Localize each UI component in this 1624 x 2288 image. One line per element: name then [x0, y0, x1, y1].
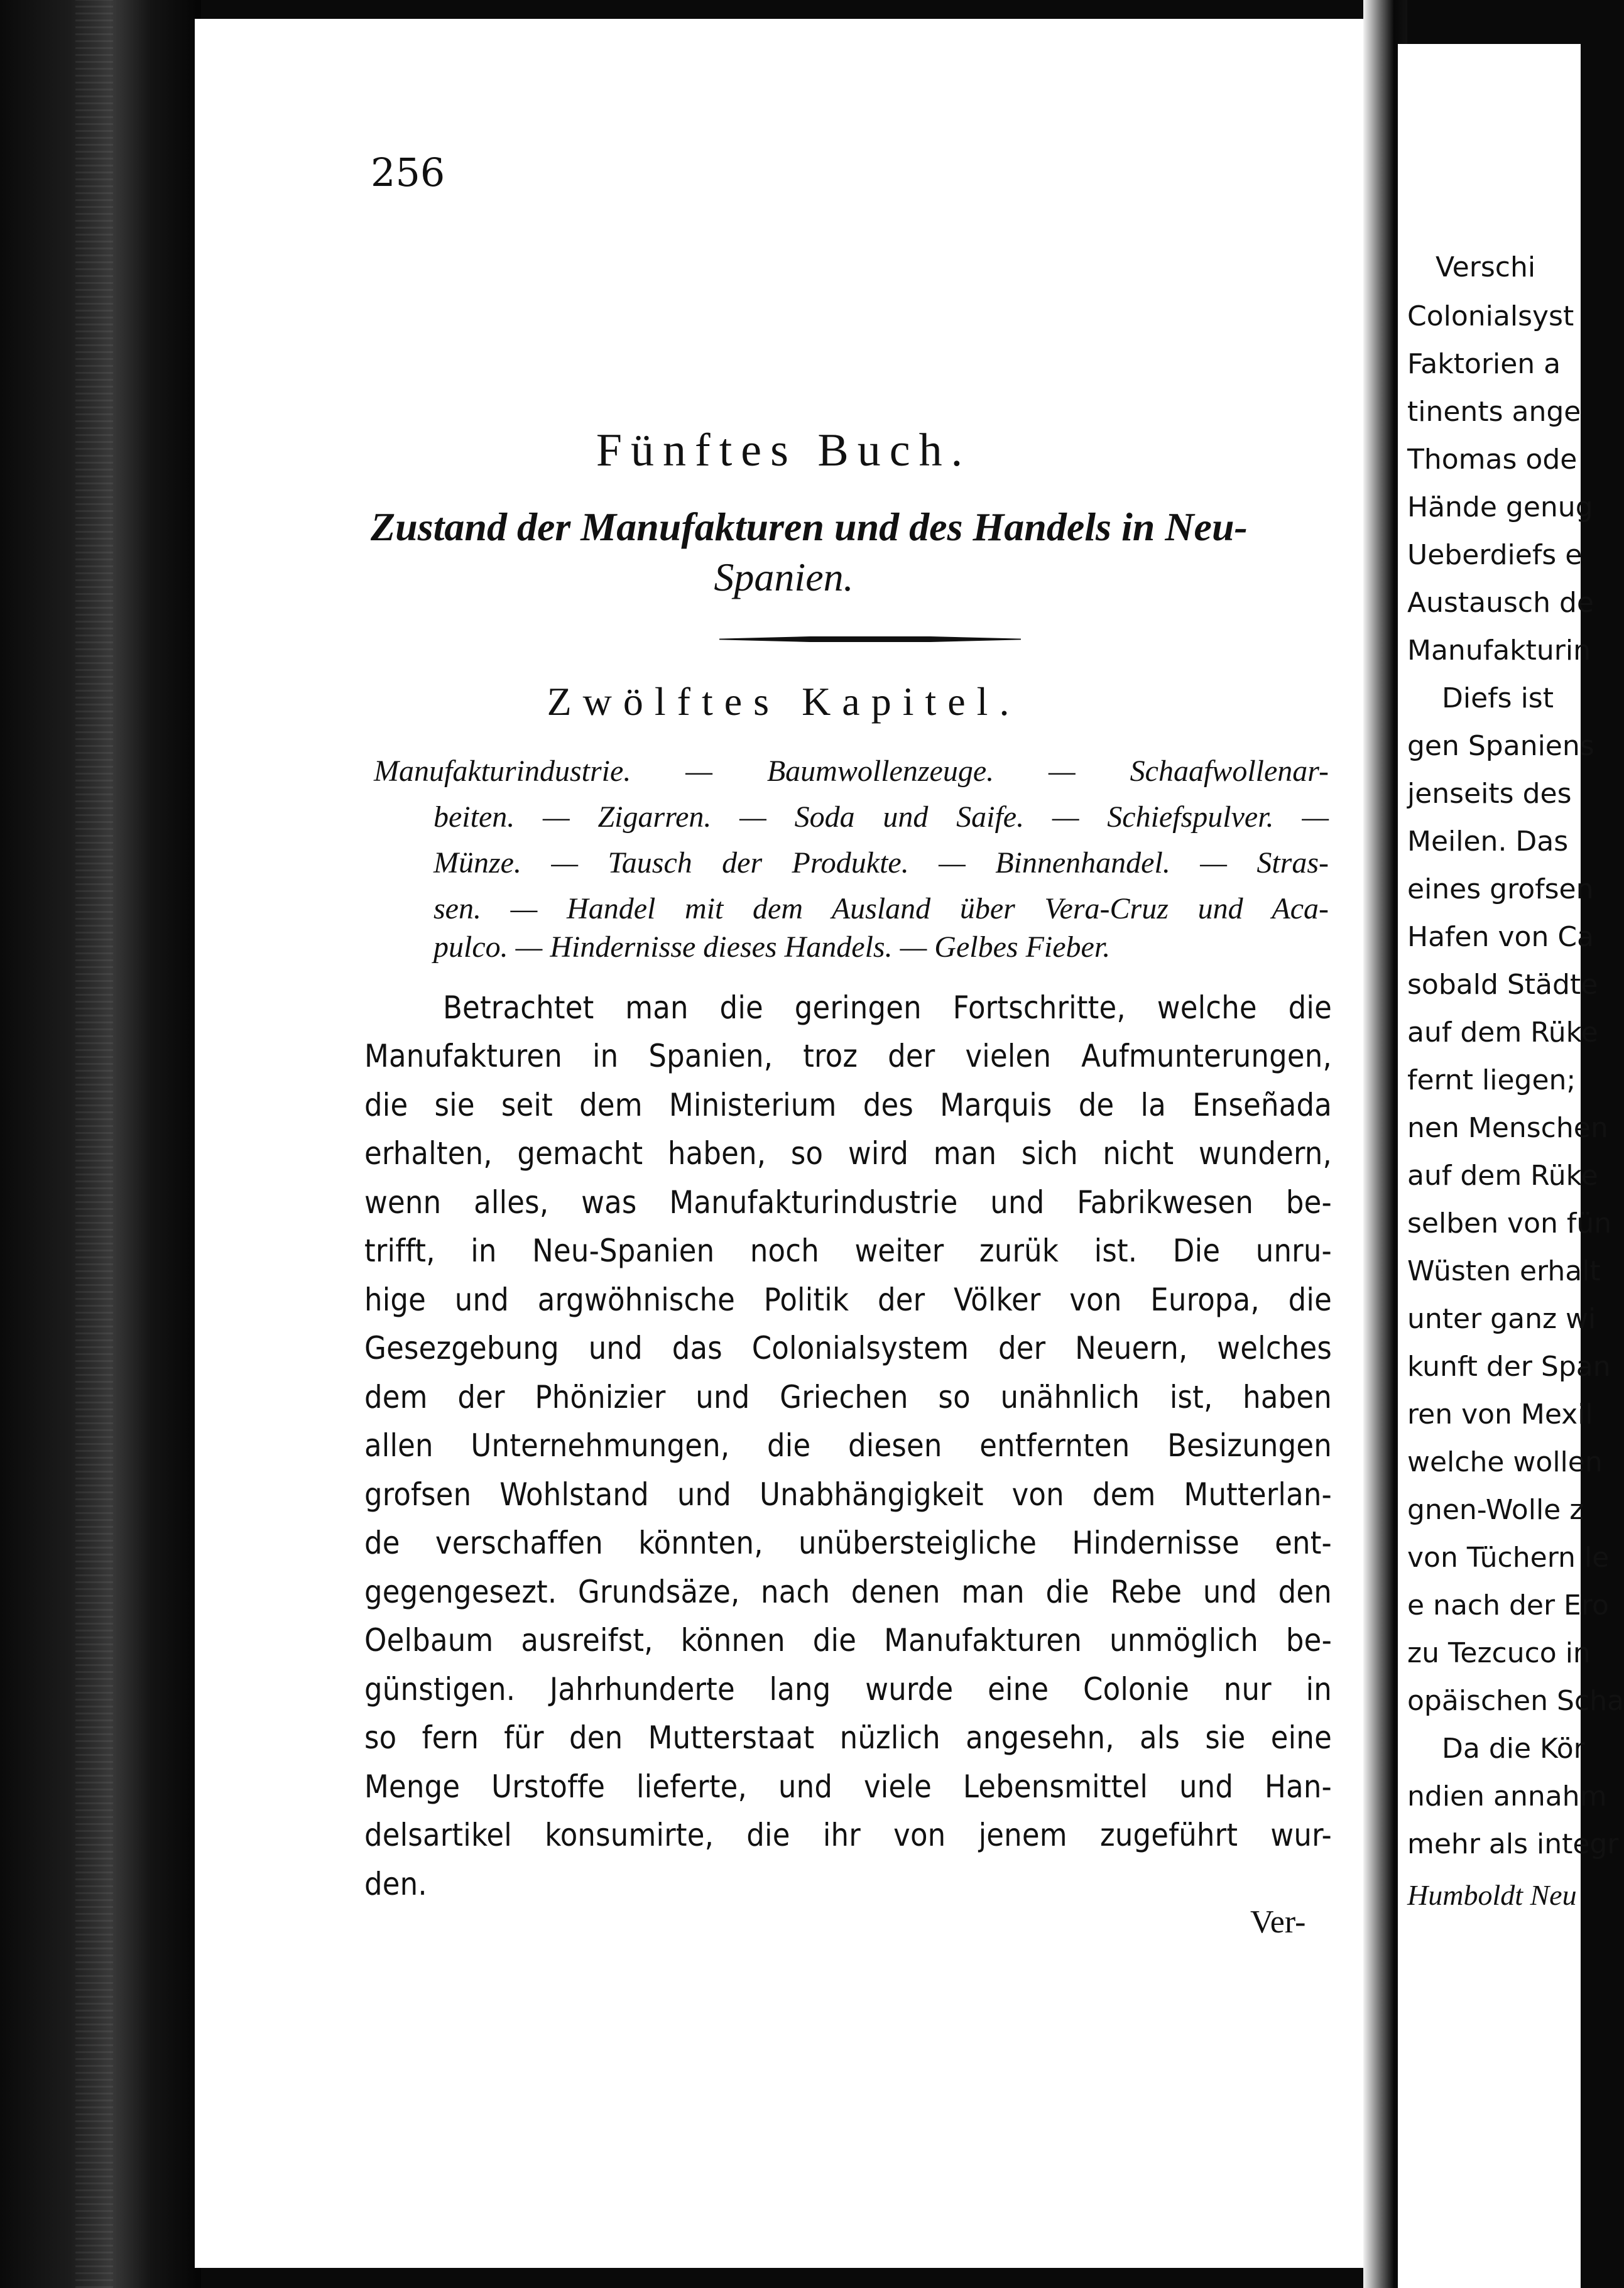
body-text-line: allen Unternehmungen, die diesen entfernten Besizungen: [364, 1427, 1332, 1464]
right-page-line: Hafen von Ca: [1407, 921, 1594, 953]
body-text-line: grofsen Wohlstand und Unabhängigkeit von dem Mutterlan-: [364, 1476, 1332, 1513]
right-page-line: Colonialsyst: [1407, 300, 1574, 332]
right-page-line: Wüsten erhalt: [1407, 1255, 1601, 1287]
right-page-line: gnen-Wolle z: [1407, 1494, 1584, 1526]
right-page-line: kunft der Span: [1407, 1351, 1611, 1383]
right-page-line: fernt liegen;: [1407, 1064, 1576, 1096]
chapter-title: Zwölftes Kapitel.: [547, 679, 1021, 724]
page-right-fragment: [1398, 44, 1624, 2288]
right-page-line: tinents ange: [1407, 396, 1581, 428]
right-page-line: Diefs ist: [1442, 682, 1554, 714]
scan-edge-left: [0, 0, 201, 2288]
chapter-summary-line: pulco. — Hindernisse dieses Handels. — Gelbes Fieber.: [433, 930, 1111, 964]
right-page-line: von Tüchern le: [1407, 1542, 1610, 1574]
body-text-line: wenn alles, was Manufakturindustrie und Fabrikwesen be-: [364, 1184, 1332, 1221]
right-page-line: Thomas ode: [1407, 444, 1578, 476]
right-page-line: Da die Kör: [1442, 1733, 1585, 1765]
body-text-line: erhalten, gemacht haben, so wird man sich nicht wundern,: [364, 1135, 1332, 1172]
right-page-line: ndien annahm: [1407, 1780, 1607, 1812]
body-text-line: trifft, in Neu-Spanien noch weiter zurük ist. Die unru-: [364, 1233, 1332, 1269]
right-page-line: eines grofsen: [1407, 873, 1594, 905]
body-text-line: Oelbaum ausreifst, können die Manufakturen unmöglich be-: [364, 1622, 1332, 1659]
body-text-line: günstigen. Jahrhunderte lang wurde eine Colonie nur in: [364, 1671, 1332, 1708]
chapter-summary-line: sen. — Handel mit dem Ausland über Vera-Cruz und Aca-: [433, 892, 1329, 925]
chapter-summary-line: beiten. — Zigarren. — Soda und Saife. — Schiefspulver. —: [433, 800, 1329, 834]
body-text-line: dem der Phönizier und Griechen so unähnlich ist, haben: [364, 1379, 1332, 1415]
book-subtitle-line-2: Spanien.: [714, 555, 854, 599]
body-text-line: Manufakturen in Spanien, troz der vielen Aufmunterungen,: [364, 1038, 1332, 1074]
body-text-line: hige und argwöhnische Politik der Völker von Europa, die: [364, 1282, 1332, 1318]
right-page-line: sobald Städte: [1407, 969, 1598, 1001]
ornament-rule: [719, 636, 1021, 642]
chapter-summary-line: Manufakturindustrie. — Baumwollenzeuge. — Schaafwollenar-: [374, 754, 1329, 788]
right-page-line: zu Tezcuco in: [1407, 1637, 1591, 1669]
right-page-line: auf dem Rüke: [1407, 1016, 1598, 1049]
right-page-line: jenseits des: [1407, 778, 1572, 810]
body-text-line: die sie seit dem Ministerium des Marquis de la Enseñada: [364, 1087, 1332, 1123]
right-page-line: auf dem Rüke: [1407, 1160, 1598, 1192]
right-page-signature-line: Humboldt Neu: [1407, 1879, 1577, 1911]
right-page-line: opäischen Scha: [1407, 1685, 1624, 1717]
right-page-line: Verschi: [1436, 251, 1536, 283]
body-text-line: delsartikel konsumirte, die ihr von jenem zugeführt wur-: [364, 1817, 1332, 1853]
body-text-line: Gesezgebung und das Colonialsystem der Neuern, welches: [364, 1330, 1332, 1366]
body-text-line: den.: [364, 1866, 427, 1902]
chapter-summary-line: Münze. — Tausch der Produkte. — Binnenhandel. — Stras-: [433, 846, 1329, 880]
catchword: Ver-: [1250, 1904, 1306, 1940]
page-number: 256: [371, 150, 445, 195]
right-page-line: ren von Mexil: [1407, 1398, 1593, 1430]
right-page-line: selben von fün: [1407, 1207, 1612, 1239]
right-page-line: nen Menschen: [1407, 1112, 1608, 1144]
right-page-line: gen Spaniens: [1407, 730, 1594, 762]
body-text-line: gegengesezt. Grundsäze, nach denen man die Rebe und den: [364, 1574, 1332, 1610]
right-page-line: Hände genug: [1407, 491, 1593, 523]
right-page-line: Ueberdiefs e: [1407, 539, 1583, 571]
body-text-line: so fern für den Mutterstaat nüzlich angesehn, als sie eine: [364, 1719, 1332, 1756]
right-page-line: unter ganz wi: [1407, 1303, 1596, 1335]
page-left: [195, 19, 1373, 2268]
body-text-line: Menge Urstoffe lieferte, und viele Lebensmittel und Han-: [364, 1768, 1332, 1805]
right-page-line: welche wollen: [1407, 1446, 1603, 1478]
book-title: Fünftes Buch.: [596, 425, 972, 476]
right-page-line: Faktorien a: [1407, 348, 1561, 380]
right-page-line: Austausch de: [1407, 587, 1594, 619]
right-page-line: e nach der Ero: [1407, 1589, 1609, 1621]
book-subtitle-line-1: Zustand der Manufakturen und des Handels in Neu-: [371, 504, 1248, 549]
right-page-line: Manufakturin: [1407, 635, 1591, 667]
body-text-line: de verschaffen könnten, unübersteigliche Hindernisse ent-: [364, 1525, 1332, 1561]
right-page-line: mehr als integr: [1407, 1828, 1619, 1860]
body-text-line: Betrachtet man die geringen Fortschritte, welche die: [443, 989, 1332, 1026]
right-page-line: Meilen. Das: [1407, 825, 1569, 858]
